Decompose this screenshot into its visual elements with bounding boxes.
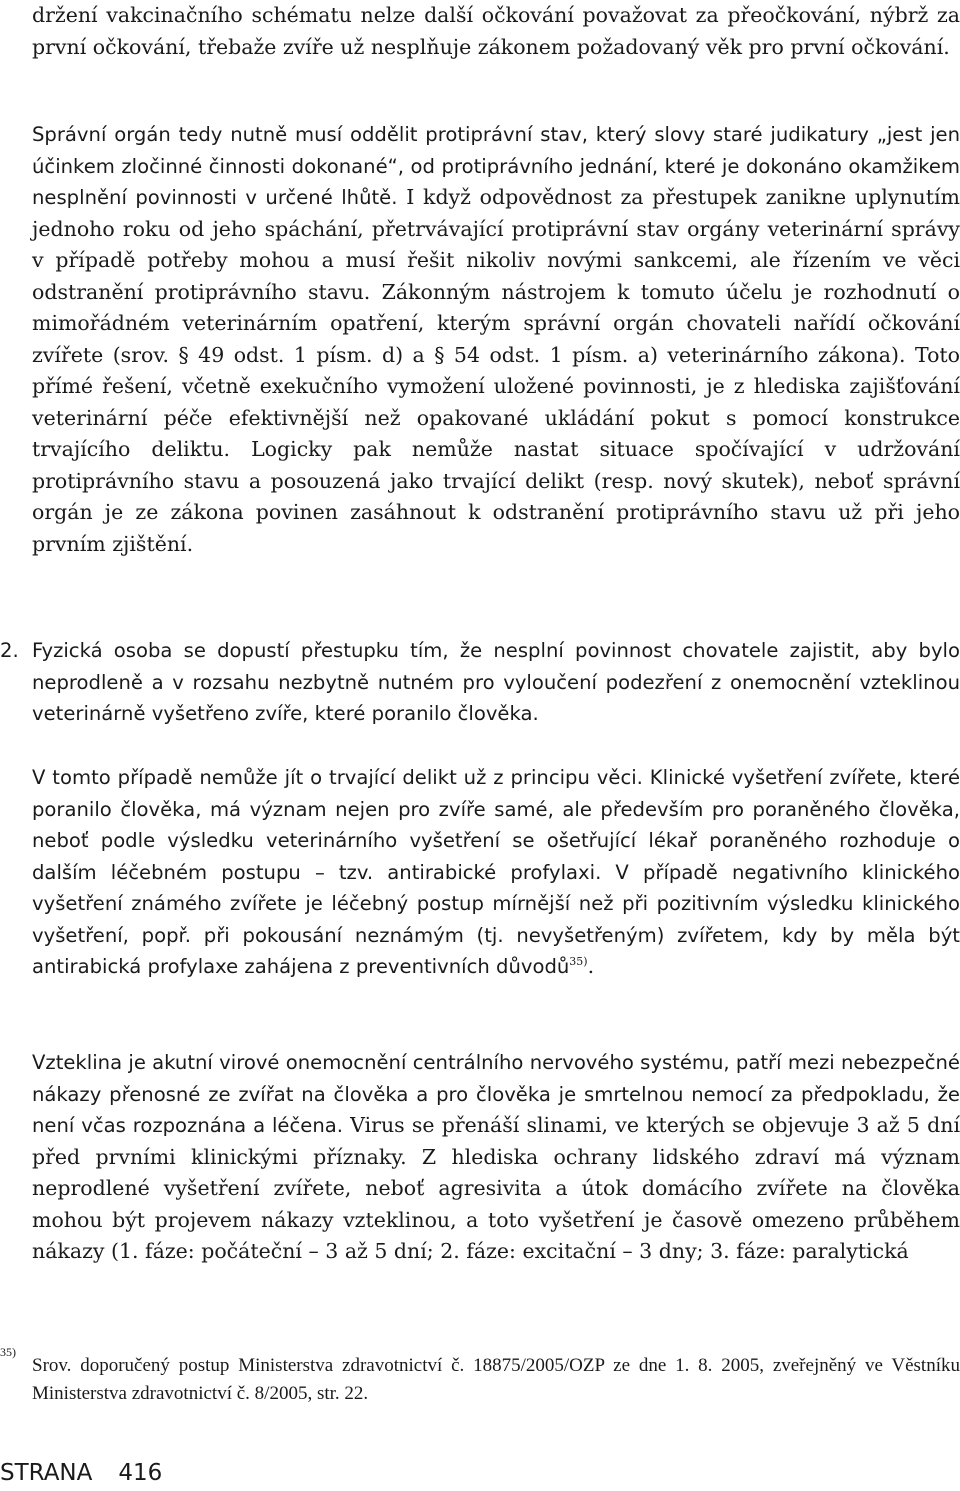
footnote-text: Srov. doporučený postup Ministerstva zdravotnictví č. 18875/2005/OZP ze dne 1. 8. 2005, zveřejněný ve Věstníku Ministerstva zdravotnictví č. 8/2005, str. 22.: [32, 1355, 960, 1404]
page-footer: [0, 1459, 162, 1487]
paragraph-4-text: V tomto případě nemůže jít o trvající delikt už z principu věci. Klinické vyšetření zvířete, které poranilo člověka, má význam nejen pro zvíře samé, ale především pro poraněného člověka, neboť podle výsledku veterinárního vyšetření se ošetřující lékař poraněného rozhoduje o dalším léčebném postupu – tzv. antirabické profylaxi.: [32, 766, 960, 884]
paragraph-1: [32, 0, 960, 63]
paragraph-4: [32, 762, 960, 983]
footer-label: STRANA: [0, 1460, 93, 1486]
footnote-marker: 35): [0, 1345, 16, 1359]
paragraph-4-continuation: V případě negativního klinického vyšetření známého zvířete je léčebný postup mírnější než při pozitivním výsledku klinického vyšetření, popř. při pokousání neznámým (tj. nevyšetřeným) zvířetem, kdy by měla být antirabická profylaxe zahájena z preventivních důvodů: [32, 860, 960, 978]
page-number: 416: [118, 1460, 163, 1486]
footnote-reference[interactable]: 35): [569, 955, 588, 969]
paragraph-2-text: Správní orgán tedy nutně musí oddělit protiprávní stav, který slovy staré judikatury „jest jen účinkem zločinné činnosti dokonané“, od protiprávního jednání, které je dokonáno okamžikem nesplnění povinnosti v určené lhůtě.: [32, 123, 960, 209]
paragraph-5-text: Vzteklina je akutní virové onemocnění centrálního nervového systému, patří mezi nebezpečné nákazy přenosné ze zvířat na člověka a pro člověka je smrtelnou nemocí za předpokladu, že není včas rozpoznána a léčena.: [32, 1051, 960, 1137]
paragraph-2-continuation: I když odpovědnost za přestupek zanikne uplynutím jednoho roku od jeho spáchání, přetrvávající protiprávní stav orgány veterinární správy v případě potřeby mohou a musí řešit nikoliv novými sankcemi, ale řízením ve věci odstranění protiprávního stavu. Zákonným nástrojem k tomuto účelu je rozhodnutí o mimořádném veterinárním opatření, kterým správní orgán chovateli nařídí očkování zvířete (srov. § 49 odst. 1 písm. d) a § 54 odst. 1 písm. a) veterinárního zákona). Toto přímé řešení, včetně exekučního vymožení uložené povinnosti, je z hlediska zajišťování veterinární péče efektivnější než opakované ukládání pokut s pomocí konstrukce trvajícího deliktu. Logicky pak nemůže nastat situace spočívající v udržování protiprávního stavu a posouzená jako trvající delikt (resp. nový skutek), neboť správní orgán je ze zákona povinen zasáhnout k odstranění protiprávního stavu už při jeho prvním zjištění.: [32, 185, 960, 556]
paragraph-2: [32, 119, 960, 560]
list-item-number: 2.: [0, 639, 19, 662]
paragraph-4-end: .: [587, 954, 595, 978]
list-item-2-text: [32, 635, 960, 730]
paragraph-5-continuation: Virus se přenáší slinami, ve kterých se objevuje 3 až 5 dní před prvními klinickými příznaky. Z hlediska ochrany lidského zdraví má význam neprodlené vyšetření zvířete, neboť agresivita a útok domácího zvířete na člověka mohou být projevem nákazy vzteklinou, a toto vyšetření je časově omezeno průběhem nákazy (1. fáze: počáteční – 3 až 5 dní; 2. fáze: excitační – 3 dny; 3. fáze: paralytická: [32, 1113, 960, 1263]
paragraph-5: [32, 1047, 960, 1268]
paragraph-1-text: držení vakcinačního schématu nelze další očkování považovat za přeočkování, nýbrž za první očkování, třebaže zvíře už nesplňuje zákonem požadovaný věk pro první očkování.: [32, 3, 960, 59]
list-item-2-body: Fyzická osoba se dopustí přestupku tím, že nesplní povinnost chovatele zajistit, aby bylo neprodleně a v rozsahu nezbytně nutném pro vyloučení podezření z onemocnění vzteklinou veterinárně vyšetřeno zvíře, které poranilo člověka.: [32, 639, 960, 725]
